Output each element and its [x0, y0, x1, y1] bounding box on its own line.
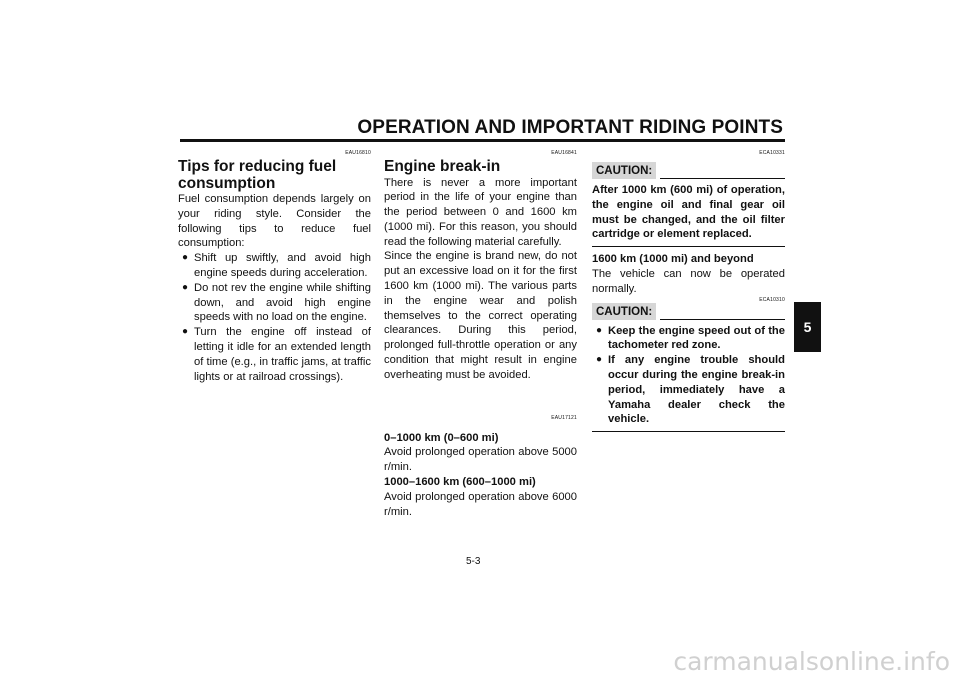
caution-header: [592, 303, 785, 320]
reference-code: EAU16841: [551, 150, 577, 156]
paragraph: Avoid prolonged operation above 6000 r/min.: [384, 490, 577, 518]
list-item: [592, 324, 785, 354]
paragraph: Since the engine is brand new, do not put an excessive load on it for the first 1600 km (1000 mi). The various parts in the engine wear and polish themselves to the correct operating clearances. During this period, prolonged full-throttle operation or any condition that might result in engine overheating must be avoided.: [384, 250, 577, 381]
bullet-icon: ●: [182, 252, 189, 264]
list-item-text: Shift up swiftly, and avoid high engine speeds during acceleration.: [194, 252, 371, 279]
column-fuel-tips: [178, 150, 371, 384]
tips-list: [178, 251, 371, 384]
caution-label: CAUTION:: [592, 303, 656, 320]
subheading: 1000–1600 km (600–1000 mi): [384, 476, 536, 489]
caution-header: [592, 162, 785, 179]
section-heading: Engine break-in: [384, 158, 501, 175]
reference-code: ECA10331: [759, 150, 785, 156]
caution-rule: [660, 319, 785, 320]
list-item-text: Do not rev the engine while shifting down, and avoid high engine speeds with no load on the engine.: [194, 281, 371, 324]
page-header-title: OPERATION AND IMPORTANT RIDING POINTS: [357, 117, 783, 138]
list-item: [178, 251, 371, 281]
reference-code: EAU16810: [345, 150, 371, 156]
header-rule: [180, 139, 785, 142]
subheading: 1600 km (1000 mi) and beyond: [592, 253, 754, 266]
column-break-in: [384, 150, 577, 519]
list-item: [178, 325, 371, 384]
list-item: [178, 281, 371, 325]
list-item-text: Turn the engine off instead of letting it idle for an extended length of time (e.g., in traffic jams, at traffic lights or at railroad crossings).: [194, 326, 371, 383]
caution-list: [592, 324, 785, 428]
bullet-icon: ●: [596, 354, 603, 366]
caution-label: CAUTION:: [592, 162, 656, 179]
bullet-icon: ●: [596, 324, 603, 336]
caution-end-rule: [592, 431, 785, 432]
section-tab[interactable]: 5: [794, 302, 821, 352]
reference-code: ECA10310: [759, 296, 785, 303]
paragraph: The vehicle can now be operated normally.: [592, 267, 785, 295]
caution-rule: [660, 178, 785, 179]
watermark: carmanualsonline.info: [673, 647, 950, 676]
caution-text: After 1000 km (600 mi) of operation, the engine oil and final gear oil must be changed, and the oil filter cartridge or element replaced.: [592, 184, 785, 241]
paragraph: There is never a more important period in the life of your engine than the period between 0 and 1600 km (1000 mi). For this reason, you should read the following material carefully.: [384, 176, 577, 248]
intro-paragraph: Fuel consumption depends largely on your riding style. Consider the following tips to reduce fuel consumption:: [178, 193, 371, 250]
section-heading: Tips for reducing fuel consumption: [178, 158, 337, 192]
page-number: 5-3: [466, 556, 481, 567]
caution-end-rule: [592, 246, 785, 247]
reference-code: EAU17121: [551, 414, 577, 421]
list-item-text: If any engine trouble should occur during the engine break-in period, immediately have a Yamaha dealer check the vehicle.: [608, 354, 785, 426]
list-item-text: Keep the engine speed out of the tachometer red zone.: [608, 324, 785, 352]
column-cautions: [592, 150, 785, 437]
bullet-icon: ●: [182, 281, 189, 293]
paragraph: Avoid prolonged operation above 5000 r/min.: [384, 446, 577, 474]
bullet-icon: ●: [182, 326, 189, 338]
list-item: [592, 353, 785, 427]
subheading: 0–1000 km (0–600 mi): [384, 431, 499, 444]
